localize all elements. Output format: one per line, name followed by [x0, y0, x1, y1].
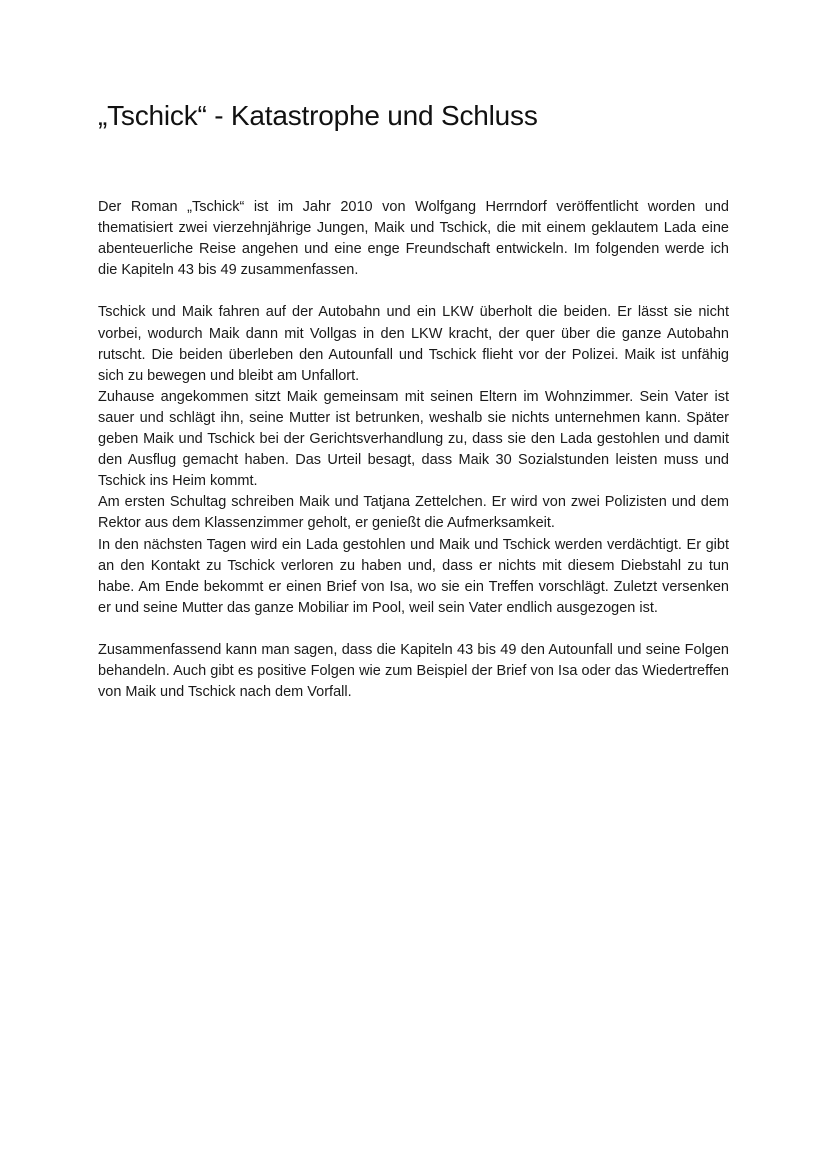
summary-paragraph-accident: Tschick und Maik fahren auf der Autobahn und ein LKW überholt die beiden. Er lässt sie nicht vorbei, wodurch Maik dann mit Vollgas in den LKW kracht, der quer über die ganze Autobahn rutscht. Die beiden überleben den Autounfall und Tschick flieht vor der Polizei. Maik ist unfähig sich zu bewegen und bleibt am Unfallort. — [98, 304, 729, 384]
conclusion-paragraph: Zusammenfassend kann man sagen, dass die Kapiteln 43 bis 49 den Autounfall und seine Folgen behandeln. Auch gibt es positive Folgen wie zum Beispiel der Brief von Isa oder das Wiedertreffen von Maik und Tschick nach dem Vorfall. — [98, 641, 729, 701]
summary-paragraph-school: Am ersten Schultag schreiben Maik und Tatjana Zettelchen. Er wird von zwei Polizisten und dem Rektor aus dem Klassenzimmer geholt, er genießt die Aufmerksamkeit. — [98, 494, 729, 532]
intro-paragraph: Der Roman „Tschick“ ist im Jahr 2010 von Wolfgang Herrndorf veröffentlicht worden und thematisiert zwei vierzehnjährige Jungen, Maik und Tschick, die mit einem geklautem Lada eine abenteuerliche Reise angehen und eine enge Freundschaft entwickeln. Im folgenden werde ich die Kapiteln 43 bis 49 zusammenfassen. — [98, 199, 729, 279]
document-body — [98, 197, 729, 703]
page-title: „Tschick“ - Katastrophe und Schluss — [98, 100, 538, 131]
summary-paragraph-ending: In den nächsten Tagen wird ein Lada gestohlen und Maik und Tschick werden verdächtigt. Er gibt an den Kontakt zu Tschick verloren zu haben und, dass er nichts mit diesem Diebstahl zu tun habe. Am Ende bekommt er einen Brief von Isa, wo sie ein Treffen vorschlägt. Zuletzt versenken er und seine Mutter das ganze Mobiliar im Pool, weil sein Vater endlich ausgezogen ist. — [98, 536, 729, 616]
paragraph-gap — [98, 281, 729, 302]
paragraph-gap — [98, 619, 729, 640]
summary-paragraph-home-court: Zuhause angekommen sitzt Maik gemeinsam mit seinen Eltern im Wohnzimmer. Sein Vater ist sauer und schlägt ihn, seine Mutter ist betrunken, weshalb sie nichts unternehmen kann. Später geben Maik und Tschick bei der Gerichtsverhandlung zu, dass sie den Lada gestohlen und damit den Ausflug gemacht haben. Das Urteil besagt, dass Maik 30 Sozialstunden leisten muss und Tschick ins Heim kommt. — [98, 388, 729, 490]
